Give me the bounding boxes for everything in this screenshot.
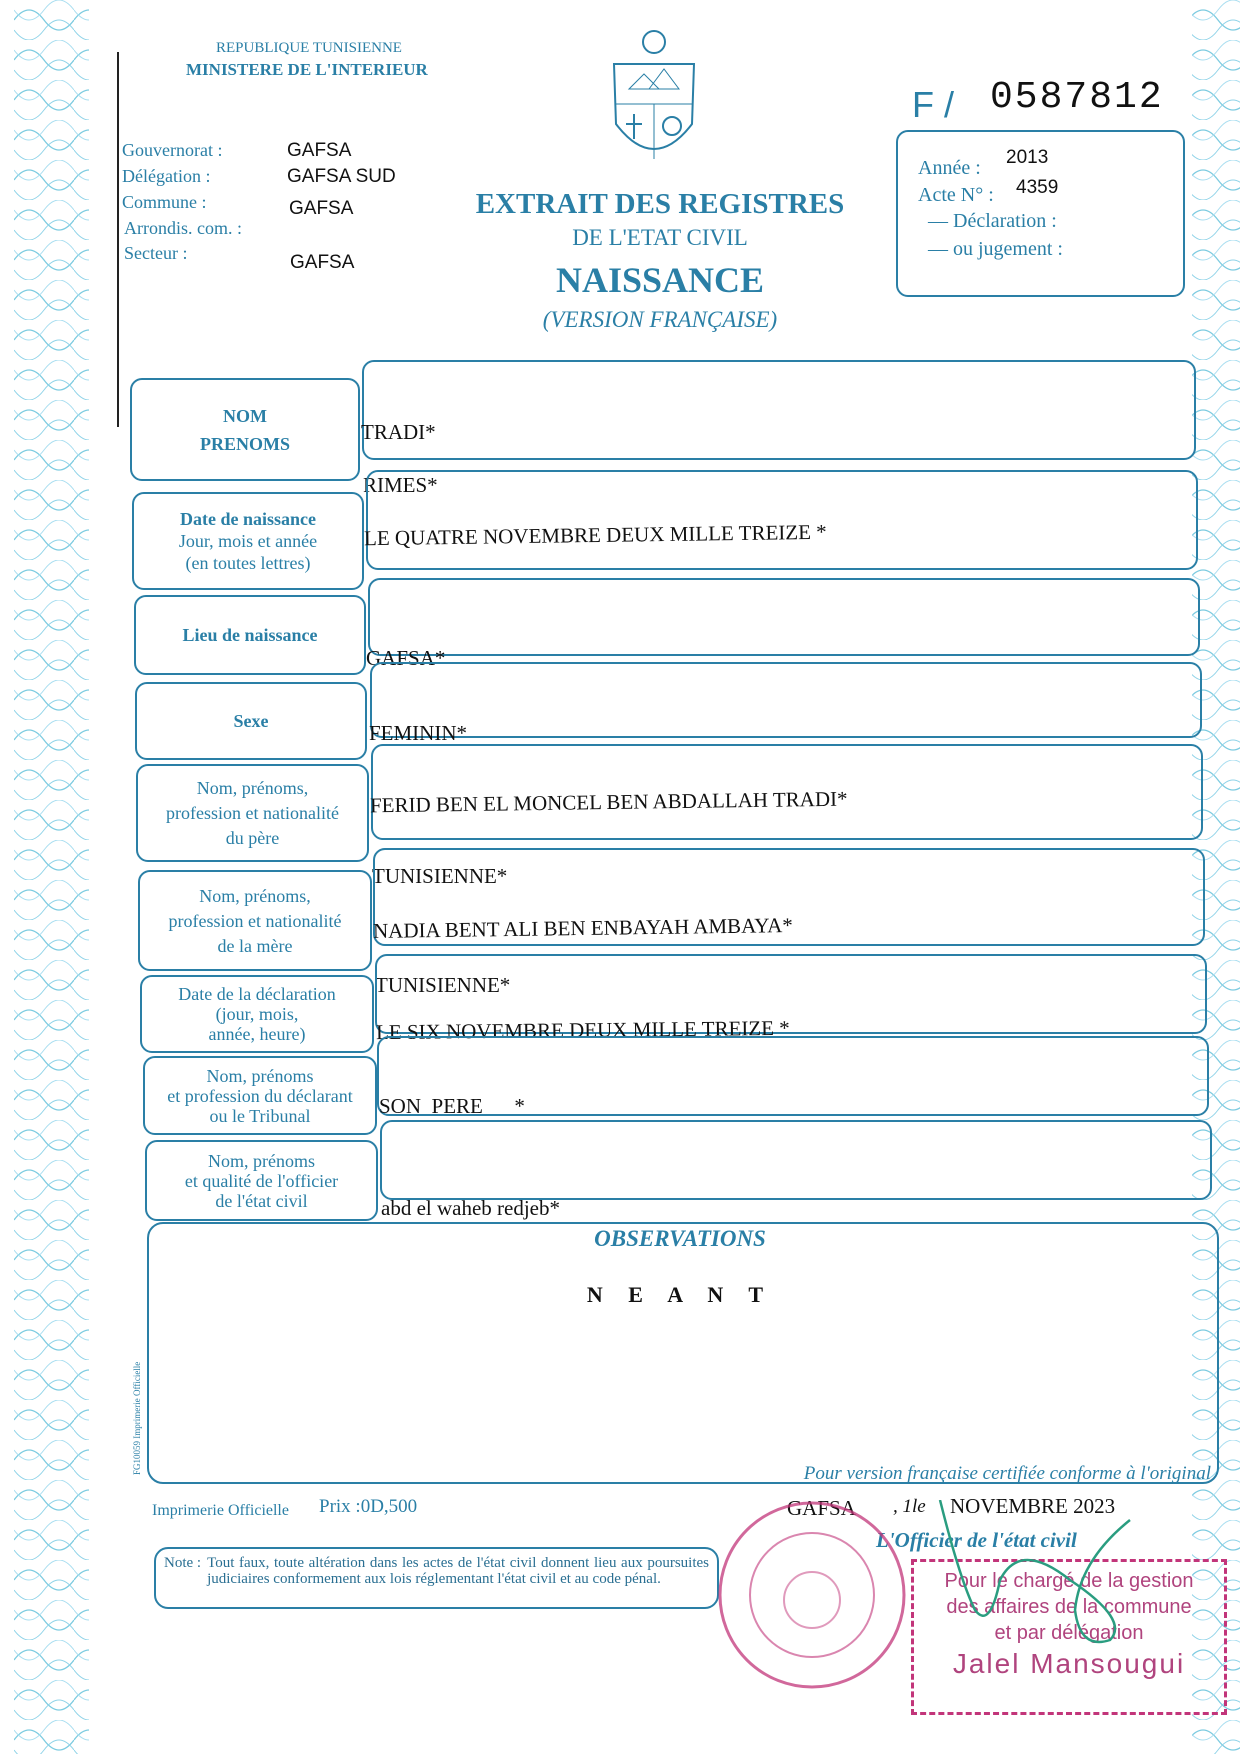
note-box <box>154 1547 719 1609</box>
label-line: de la mère <box>217 935 293 956</box>
side-print-text: FG10059 Imprimerie Officielle <box>132 1361 142 1475</box>
value-nom: TRADI* <box>361 420 436 444</box>
delegation-label: Délégation : <box>122 166 211 186</box>
label-line: Jour, mois et année <box>178 531 318 551</box>
label-pere <box>136 764 369 862</box>
label-nom-prenoms <box>130 378 360 481</box>
gouvernorat-label: Gouvernorat : <box>122 140 223 160</box>
title-extrait: EXTRAIT DES REGISTRES <box>475 188 845 220</box>
secteur-label: Secteur : <box>124 243 188 263</box>
jugement-label: — ou jugement : <box>928 238 1063 260</box>
arrondissement-label: Arrondis. com. : <box>124 218 242 238</box>
label-line: du père <box>225 828 280 848</box>
serial-prefix: F / <box>912 84 954 125</box>
label-lieu-naissance <box>134 595 366 675</box>
label-sexe <box>135 682 367 760</box>
declaration-label: — Déclaration : <box>928 210 1057 232</box>
acte-label: Acte N° : <box>918 184 994 206</box>
margin-line <box>117 52 119 427</box>
guilloche-border-left <box>14 0 109 1754</box>
gouvernorat-value: GAFSA <box>287 140 352 161</box>
label-line: ou le Tribunal <box>209 1105 311 1126</box>
value-box-nom <box>362 360 1196 460</box>
annee-value: 2013 <box>1006 147 1049 168</box>
delegation-value: GAFSA SUD <box>287 166 396 187</box>
stamp-line: des affaires de la commune <box>946 1596 1192 1618</box>
printer-label: Imprimerie Officielle <box>152 1502 289 1519</box>
annee-label: Année : <box>918 157 981 179</box>
footer-date: NOVEMBRE 2023 <box>950 1494 1116 1518</box>
stamp-line: Pour le chargé de la gestion <box>944 1570 1194 1592</box>
label-line: (en toutes lettres) <box>185 553 311 573</box>
value-date-declaration: LE SIX NOVEMBRE DEUX MILLE TREIZE * <box>375 1015 790 1045</box>
value-mere-nationalite: TUNISIENNE* <box>375 973 511 997</box>
label-line: et qualité de l'officier <box>184 1170 339 1191</box>
value-sexe: FEMININ* <box>369 721 467 745</box>
ministry-name: MINISTERE DE L'INTERIEUR <box>186 60 428 79</box>
tunisia-emblem-icon <box>604 24 704 174</box>
value-box-sexe <box>370 662 1202 738</box>
label-line: profession et nationalité <box>166 803 339 823</box>
label-mere <box>138 870 372 971</box>
value-pere-nationalite: TUNISIENNE* <box>372 864 508 888</box>
price-label: Prix :0D,500 <box>319 1496 418 1517</box>
value-lieu: GAFSA* <box>366 646 446 670</box>
acte-box <box>896 130 1185 297</box>
value-declarant: SON PERE * <box>379 1094 525 1118</box>
value-box-officier <box>380 1120 1212 1200</box>
label-date-naissance <box>132 492 364 590</box>
label-line: Lieu de naissance <box>182 625 318 645</box>
title-etat-civil: DE L'ETAT CIVIL <box>572 225 748 250</box>
note-text: Tout faux, toute altération dans les actes de l'état civil donnent lieu aux poursuites judiciaires conformement aux lois réglementant l'état civil et au code pénal. <box>207 1555 709 1587</box>
label-line: Nom, prénoms, <box>199 885 311 906</box>
value-date-naissance: LE QUATRE NOVEMBRE DEUX MILLE TREIZE * <box>363 519 827 551</box>
label-declarant <box>143 1056 377 1135</box>
footer-le: , 1le <box>893 1496 926 1517</box>
value-officier: abd el waheb redjeb* <box>381 1196 561 1220</box>
observations-title: OBSERVATIONS <box>594 1226 766 1251</box>
acte-value: 4359 <box>1016 177 1059 198</box>
observations-box <box>147 1222 1219 1484</box>
title-naissance: NAISSANCE <box>555 260 765 300</box>
title-version: (VERSION FRANÇAISE) <box>542 307 778 332</box>
label-line: Nom, prénoms <box>208 1150 315 1171</box>
country-name: REPUBLIQUE TUNISIENNE <box>216 40 402 56</box>
round-stamp-icon <box>712 1495 912 1695</box>
stamp-line: Jalel Mansougui <box>952 1648 1186 1679</box>
label-line: (jour, mois, <box>215 1004 299 1024</box>
label-line: profession et nationalité <box>168 910 342 931</box>
certified-text: Pour version française certifiée conforme à l'original <box>803 1463 1211 1484</box>
value-mere: NADIA BENT ALI BEN ENBAYAH AMBAYA* <box>372 913 793 943</box>
label-line: Nom, prénoms <box>206 1065 314 1086</box>
label-line: Date de naissance <box>180 509 316 529</box>
commune-label: Commune : <box>122 192 207 212</box>
secteur-value: GAFSA <box>290 252 355 273</box>
label-officier <box>145 1140 378 1221</box>
serial-number: 0587812 <box>990 76 1164 119</box>
label-line: Sexe <box>233 711 269 731</box>
label-line: année, heure) <box>208 1024 306 1044</box>
label-line: de l'état civil <box>215 1190 308 1211</box>
observations-value: N E A N T <box>586 1282 774 1307</box>
footer-place: GAFSA <box>787 1496 856 1520</box>
commune-value: GAFSA <box>289 198 354 219</box>
signature-icon <box>930 1500 1150 1660</box>
label-line: Nom, prénoms, <box>196 778 309 798</box>
label-line: et profession du déclarant <box>167 1085 353 1106</box>
label-line: Date de la déclaration <box>178 984 336 1004</box>
label-line: NOM <box>223 405 267 426</box>
value-pere: FERID BEN EL MONCEL BEN ABDALLAH TRADI* <box>369 786 848 818</box>
stamp-line: et par délégation <box>994 1622 1144 1644</box>
label-date-declaration <box>140 975 374 1053</box>
label-line: PRENOMS <box>200 433 290 454</box>
officer-title: L'Officier de l'état civil <box>876 1528 1077 1552</box>
note-label: Note : <box>164 1555 202 1571</box>
value-prenoms: RIMES* <box>363 473 438 497</box>
value-box-lieu <box>368 578 1200 656</box>
